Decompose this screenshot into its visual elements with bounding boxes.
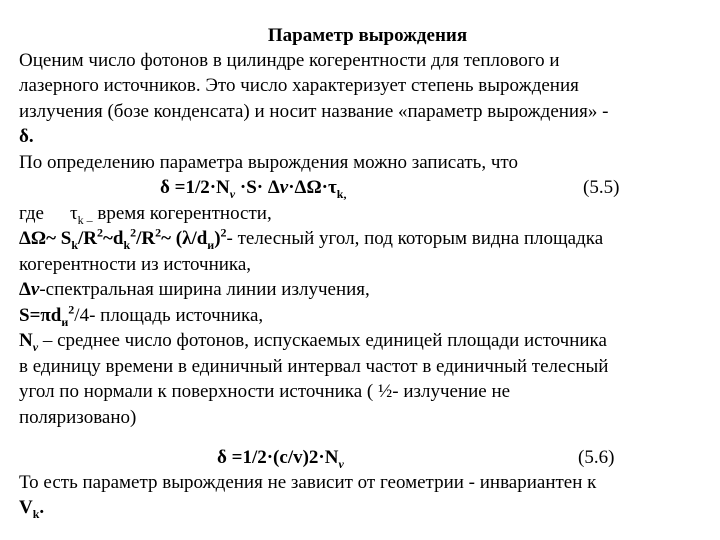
- definition-line: По определению параметра вырождения можно записать, что: [19, 152, 518, 173]
- where-line: где $\tau_{k -}$ время когерентности,: [19, 203, 272, 227]
- photon-number-line-4: поляризовано): [19, 407, 137, 428]
- source-area-line: $S=\pi d_и^2/4-$ площадь источника,: [19, 302, 264, 329]
- solid-angle-line: ΔΩ~ $S_k/R^2\sim d_k^2/R^2\sim$ $(\lambda/d_и)^2-$ телесный угол, под которым видна площадка: [19, 225, 604, 252]
- photon-number-line-1: $N_\nu$ – среднее число фотонов, испускаемых единицей площади источника: [19, 330, 607, 354]
- intro-line-3: излучения (бозе конденсата) и носит название «параметр вырождения» -: [19, 101, 609, 122]
- photon-number-line-2: в единицу времени в единичный интервал частот в единичный телесный: [19, 356, 609, 377]
- equation-5-5-number: (5.5): [583, 177, 620, 198]
- photon-number-line-3: угол по нормали к поверхности источника ( ½- излучение не: [19, 381, 511, 402]
- spectral-width-line: Δν-спектральная ширина линии излучения,: [19, 279, 370, 300]
- intro-line-1: Оценим число фотонов в цилиндре когерентности для теплового и: [19, 50, 560, 71]
- equation-5-6-number: (5.6): [578, 447, 615, 468]
- intro-line-2: лазерного источников. Это число характеризует степень вырождения: [19, 75, 579, 96]
- intro-line-4: δ.: [19, 126, 34, 147]
- equation-5-5: $\delta =1/2\cdot N_\nu \cdot S\cdot \Delta\nu\cdot\Delta\Omega\cdot\tau_{k,}$: [160, 177, 347, 201]
- solid-angle-continuation: когерентности из источника,: [19, 254, 252, 275]
- conclusion-line-2: $V_k$.: [19, 497, 45, 521]
- equation-5-6: $\delta =1/2\cdot(c/v)2\cdot N_\nu$: [217, 447, 344, 471]
- conclusion-line-1: То есть параметр вырождения не зависит от геометрии - инвариантен к: [19, 472, 597, 493]
- slide-title: Параметр вырождения: [267, 25, 468, 46]
